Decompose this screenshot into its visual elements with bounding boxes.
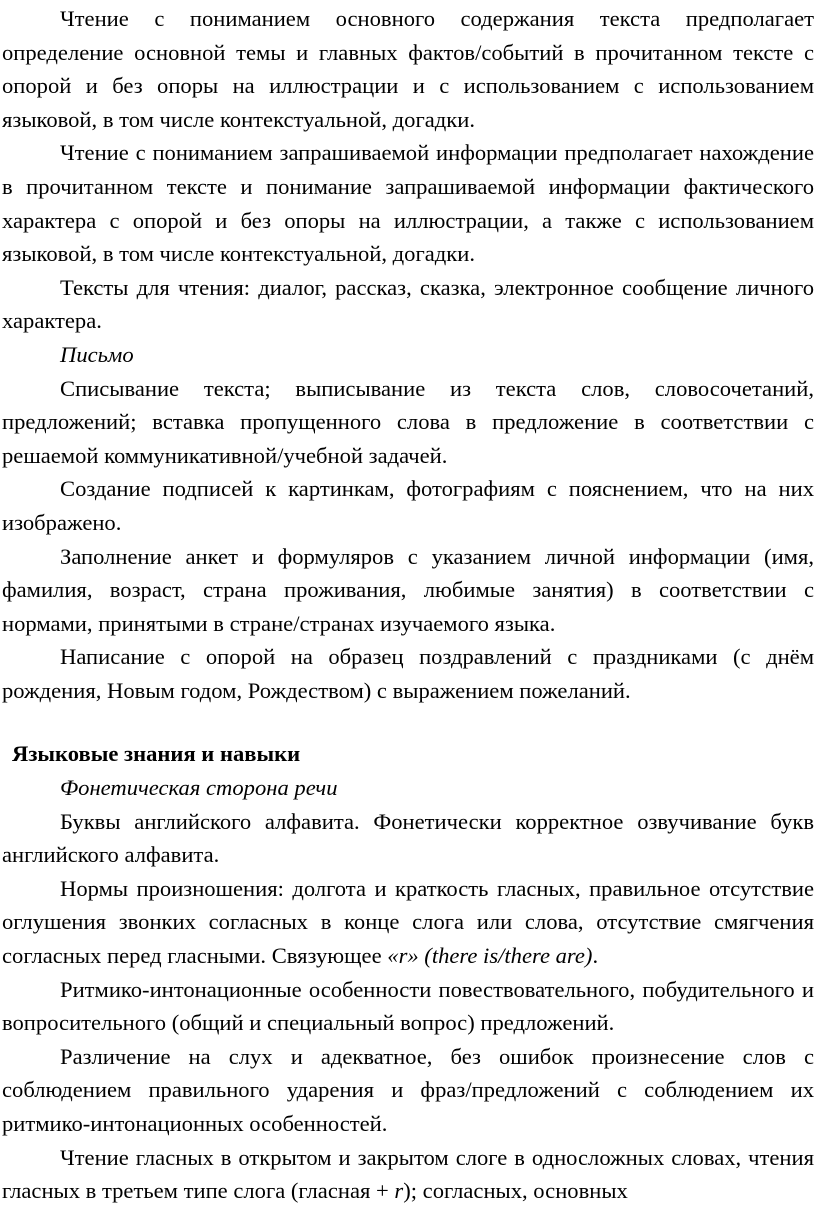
- paragraph-listening-discrimination: Различение на слух и адекватное, без ошибок произнесение слов с соблюдением правильного ударения и фраз/предложений с соблюдением их ритмико-интонационных особенностей.: [2, 1043, 814, 1136]
- vowel-r-letter: r: [394, 1178, 404, 1204]
- vowel-reading-end: ); согласных, основных: [403, 1178, 628, 1204]
- paragraph-greetings: Написание с опорой на образец поздравлений с праздниками (с днём рождения, Новым годом, Рождеством) с выражением пожеланий.: [2, 644, 814, 703]
- document-page: [0, 2, 816, 1215]
- paragraph-captions: Создание подписей к картинкам, фотографиям с пояснением, что на них изображено.: [2, 476, 814, 535]
- paragraph-reading-texts: Тексты для чтения: диалог, рассказ, сказка, электронное сообщение личного характера.: [2, 274, 814, 334]
- vowel-reading-text: Чтение гласных в открытом и закрытом слоге в односложных словах, чтения гласных в третьем типе слога (гласная +: [2, 1144, 814, 1204]
- paragraph-pronunciation-norms: [2, 872, 814, 973]
- paragraph-vowel-reading: [2, 1141, 814, 1208]
- paragraph-reading-main-content: Чтение с пониманием основного содержания текста предполагает определение основной темы и главных фактов/событий в прочитанном тексте с опорой и без опоры на иллюстрации и с использованием с использованием языковой, в том числе контекстуальной, догадки.: [2, 6, 814, 132]
- section-heading-language-skills: Языковые знания и навыки: [12, 741, 301, 767]
- pronunciation-text: Нормы произношения: долгота и краткость гласных, правильное отсутствие оглушения звонких согласных в конце слога или слова, отсутствие смягчения согласных перед гласными. Связующее: [2, 875, 814, 969]
- subheading-writing: Письмо: [60, 341, 134, 367]
- paragraph-copying-text: Списывание текста; выписывание из текста слов, словосочетаний, предложений; вставка пропущенного слова в предложение в соответствии с решаемой коммуникативной/учебной задачей.: [2, 375, 814, 468]
- linking-r-example: «r» (there is/there are): [387, 943, 593, 969]
- paragraph-reading-requested-info: Чтение с пониманием запрашиваемой информации предполагает нахождение в прочитанном тексте и понимание запрашиваемой информации фактического характера с опорой и без опоры на иллюстрации, а также с использованием языковой, в том числе контекстуальной, догадки.: [2, 140, 814, 267]
- paragraph-alphabet: Буквы английского алфавита. Фонетически корректное озвучивание букв английского алфавита.: [2, 808, 814, 868]
- subheading-phonetics: Фонетическая сторона речи: [60, 775, 338, 801]
- paragraph-intonation: Ритмико-интонационные особенности повествовательного, побудительного и вопросительного (общий и специальный вопрос) предложений.: [2, 976, 814, 1036]
- pronunciation-end: .: [592, 943, 599, 969]
- paragraph-forms: Заполнение анкет и формуляров с указанием личной информации (имя, фамилия, возраст, страна проживания, любимые занятия) в соответствии с нормами, принятыми в стране/странах изучаемого языка.: [2, 543, 814, 636]
